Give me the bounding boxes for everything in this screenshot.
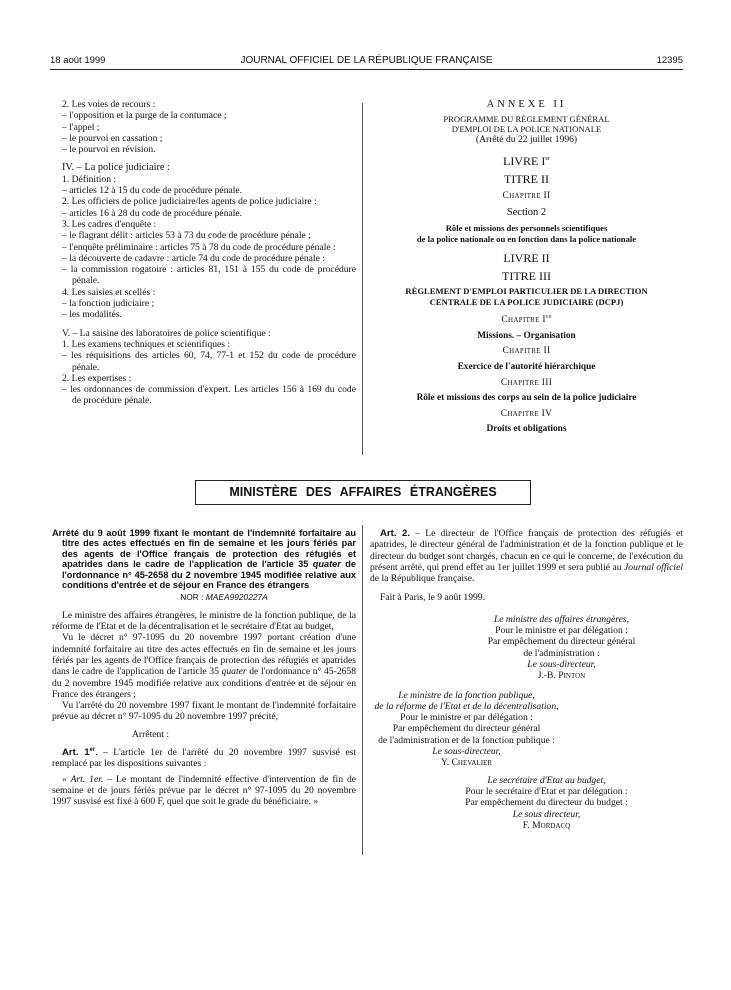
reglement-line-1: RÈGLEMENT D'EMPLOI PARTICULIER DE LA DIRECTION <box>405 286 648 297</box>
article-2: Art. 2. – Le directeur de l'Office français de protection des réfugiés et apatrides, le directeur général de l'administration et de la fonction publique et le directeur du budget sont chargés, chacun en ce qui le concerne, de l'exécution du présent arrêté, qui prend effet au 1er juillet 1999 et sera publié au Journal officiel de la République française. <box>370 528 684 585</box>
signature-block-1 <box>440 614 683 682</box>
sig3-role: Le sous directeur, <box>512 808 581 820</box>
chapitre-2: Chapitre II <box>502 346 551 357</box>
programme-line: PROGRAMME DU RÈGLEMENT GÉNÉRAL <box>443 114 610 125</box>
recours-item: – le pourvoi en cassation ; <box>62 132 163 144</box>
vu-arrete: Vu l'arrêté du 20 novembre 1997 fixant le montant de l'indemnité forfaitaire prévue au décret n° 97-1095 du 20 novembre 1997 précité, <box>52 700 356 723</box>
sig2-role: Le sous-directeur, <box>432 746 501 758</box>
annexe-title: ANNEXE II <box>486 99 567 110</box>
header-rule <box>50 69 683 70</box>
sig2-title: Le ministre de la fonction publique, <box>398 689 535 701</box>
chapitre-4: Chapitre IV <box>500 408 553 419</box>
ministry-heading: MINISTÈRE DES AFFAIRES ÉTRANGÈRES <box>195 480 531 505</box>
labo-title: V. – La saisine des laboratoires de police scientifique : <box>62 327 271 339</box>
cadres-title: 3. Les cadres d'enquête : <box>62 218 157 230</box>
recours-item: – l'opposition et la purge de la contumace ; <box>62 110 227 122</box>
cadres-item: – le flagrant délit : articles 53 à 73 du code de procédure pénale ; <box>62 230 311 242</box>
definition-title: 1. Définition : <box>62 173 117 185</box>
article-1-quote: « Art. 1er. – Le montant de l'indemnité effective d'intervention de fin de semaine et de jours fériés prévue par le décret n° 97-1095 du 20 novembre 1997 susvisé est fixé à 600 F, quel que soit le grade du bénéficiaire. » <box>52 773 357 808</box>
sig3-line: Par empêchement du directeur du budget : <box>465 797 628 809</box>
saisies-item: – la fonction judiciaire ; <box>62 298 155 310</box>
expertises-title: 2. Les expertises : <box>62 372 132 384</box>
livre-2: LIVRE II <box>503 251 550 266</box>
vu-decret: Vu le décret n° 97-1095 du 20 novembre 1997 portant création d'une indemnité forfaitaire au titre des actes effectués en fin de semaine et les jours fériés par les agents de l'Office français de protection des réfugiés et apatrides dans le cadre de l'application de l'article 35 quater de l'ordonnance n° 45-2658 du 2 novembre 1945 modifiée relative aux conditions d'entrée et de séjour en France des étrangers ; <box>52 632 357 700</box>
programme-line-2: D'EMPLOI DE LA POLICE NATIONALE <box>451 124 602 135</box>
expertises-item: – les ordonnances de commission d'expert. Les articles 156 à 169 du code de procédure pénale. <box>62 384 356 407</box>
page-header <box>50 55 683 69</box>
signature-block-3 <box>410 775 683 831</box>
recours-title: 2. Les voies de recours : <box>62 99 156 110</box>
arretent: Arrêtent : <box>132 728 170 740</box>
fait-a-paris: Fait à Paris, le 9 août 1999. <box>380 592 485 604</box>
chapitre-3: Chapitre III <box>500 377 553 388</box>
header-journal-title: JOURNAL OFFICIEL DE LA RÉPUBLIQUE FRANÇAISE <box>240 55 493 66</box>
preamble: Le ministre des affaires étrangères, le ministre de la fonction publique, de la réforme de l'Etat et de la décentralisation et le secrétaire d'Etat au budget, <box>52 609 356 633</box>
missions-heading: Missions. – Organisation <box>477 330 576 341</box>
article-1: Art. 1er. – L'article 1er de l'arrêté du 20 novembre 1997 susvisé est remplacé par les dispositions suivantes : <box>52 747 356 770</box>
cadres-item: – la découverte de cadavre : article 74 du code de procédure pénale : <box>62 252 325 264</box>
nor-reference: NOR : MAEA9920227A <box>180 592 268 603</box>
officiers-title: 2. Les officiers de police judiciaire/les agents de police judiciaire : <box>62 196 317 208</box>
saisies-item: – les modalités. <box>62 309 122 321</box>
cadres-item: – l'enquête préliminaire : articles 75 à 78 du code de procédure pénale : <box>62 241 336 253</box>
recours-item: – l'appel ; <box>62 121 100 133</box>
livre-1: LIVRE Ier <box>503 153 550 168</box>
sig3-line: Pour le secrétaire d'Etat et par délégation : <box>465 785 628 797</box>
role-scientifiques-2: de la police nationale ou en fonction dans la police nationale <box>416 233 637 244</box>
sig1-line: Par empêchement du directeur général <box>487 636 636 648</box>
chapitre-1: Chapitre Ier <box>501 314 552 326</box>
sig1-role: Le sous-directeur, <box>527 658 596 670</box>
sig1-line: Pour le ministre et par délégation : <box>495 625 628 637</box>
sig2-line: de l'administration et de la fonction publique : <box>378 734 555 746</box>
droits-heading: Droits et obligations <box>486 423 567 434</box>
sig2-title: de la réforme de l'Etat et de la décentralisation, <box>374 700 559 712</box>
signature-block-2 <box>370 690 563 769</box>
titre-2: TITRE II <box>504 171 549 186</box>
right-top-column <box>370 97 683 435</box>
saisies-title: 4. Les saisies et scellés : <box>62 286 156 298</box>
examens-title: 1. Les examens techniques et scientifiques : <box>62 338 231 350</box>
decree-title: Arrêté du 9 août 1999 fixant le montant de l'indemnité forfaitaire au titre des actes effectués en fin de semaine et les jours fériés par des agents de l'Office français de protection des réfugiés et apatrides dans le cadre de l'application de l'article 35 quater de l'ordonnance n° 45-2658 du 2 novembre 1945 modifiée relative aux conditions d'entrée et de séjour en France des étrangers <box>52 528 356 591</box>
sig1-line: de l'administration : <box>523 647 600 659</box>
header-date: 18 août 1999 <box>50 55 106 66</box>
officiers-item: – articles 16 à 28 du code de procédure pénale. <box>62 207 243 219</box>
left-bottom-column <box>52 528 356 808</box>
pj-title: IV. – La police judiciaire : <box>62 162 170 174</box>
left-top-column <box>52 99 356 407</box>
sig3-name: F. Mordacq <box>522 819 571 831</box>
column-divider-bottom <box>362 525 363 855</box>
examens-item: – les réquisitions des articles 60, 74, 77-1 et 152 du code de procédure pénale. <box>62 350 356 373</box>
section-2: Section 2 <box>506 206 547 218</box>
exercice-heading: Exercice de l'autorité hiérarchique <box>457 361 596 372</box>
reglement-line-2: CENTRALE DE LA POLICE JUDICIAIRE (DCPJ) <box>429 296 624 307</box>
definition-item: – articles 12 à 15 du code de procédure pénale. <box>62 185 243 197</box>
arrete-date: (Arrêté du 22 juillet 1996) <box>475 134 578 146</box>
header-page-number: 12395 <box>656 55 683 66</box>
sig2-name: Y. Chevalier <box>441 757 492 769</box>
cadres-item: – la commission rogatoire : articles 81, 151 à 155 du code de procédure pénale. <box>62 264 356 287</box>
sig1-title: Le ministre des affaires étrangères, <box>493 613 630 625</box>
right-bottom-column <box>370 528 683 831</box>
role-scientifiques-1: Rôle et missions des personnels scientifiques <box>445 223 608 234</box>
titre-3: TITRE III <box>502 269 551 284</box>
sig2-line: Par empêchement du directeur général <box>392 723 541 735</box>
column-divider-top <box>362 103 363 455</box>
sig2-line: Pour le ministre et par délégation : <box>400 712 533 724</box>
chapitre-2-a: Chapitre II <box>502 190 551 201</box>
sig3-title: Le secrétaire d'Etat au budget, <box>487 774 606 786</box>
role-corps-heading: Rôle et missions des corps au sein de la police judiciaire <box>416 392 637 403</box>
sig1-name: J.-B. Pinton <box>537 670 586 682</box>
recours-item: – le pourvoi en révision. <box>62 144 156 156</box>
